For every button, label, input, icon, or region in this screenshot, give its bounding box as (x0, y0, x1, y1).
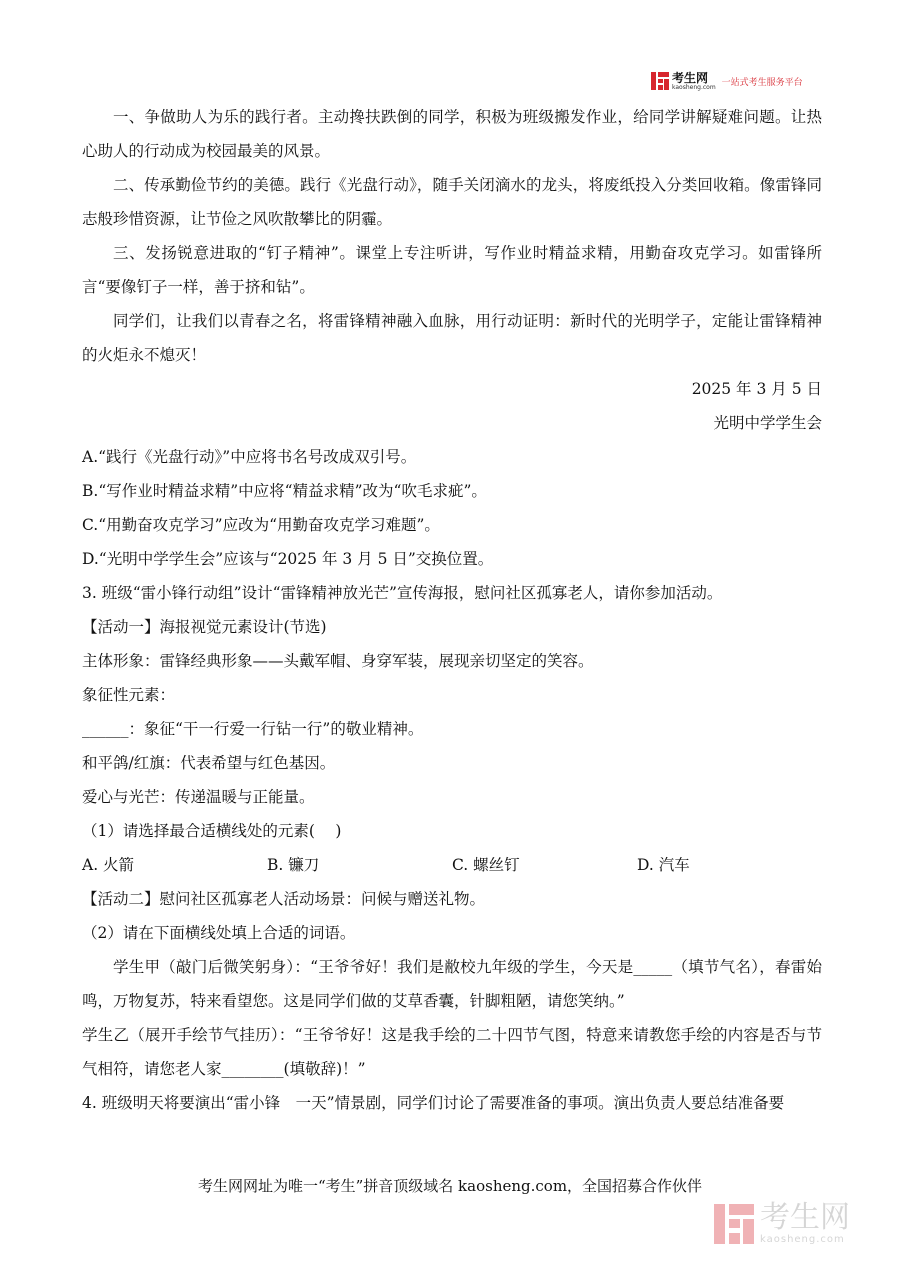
q3-sub2: （2）请在下面横线处填上合适的词语。 (82, 924, 356, 942)
student-a-text-1: 学生甲（敲门后微笑躬身）：“王爷爷好！我们是敝校九年级的学生，今天是 (113, 958, 634, 976)
q3-sub1-option-c: C. 螺丝钉 (452, 856, 520, 874)
q3-sub1: （1）请选择最合适横线处的元素( ) (82, 822, 342, 840)
symbol-1-text: ：象征“干一行爱一行钻一行”的敬业精神。 (128, 720, 424, 738)
logo-name-cn: 考生网 (672, 70, 709, 85)
letter-paragraph-4: 同学们，让我们以青春之名，将雷锋精神融入血脉，用行动证明：新时代的光明学子，定能让雷锋精神的火炬永不熄灭！ (82, 312, 822, 364)
main-image-desc: 主体形象：雷锋经典形象——头戴军帽、身穿军装，展现亲切坚定的笑容。 (82, 652, 594, 670)
watermark-cn: 考生网 (760, 1200, 850, 1235)
activity2-title: 【活动二】慰问社区孤寡老人活动场景：问候与赠送礼物。 (82, 890, 486, 908)
student-a-blank[interactable]: _____ (633, 958, 673, 976)
q3-stem: 3. 班级“雷小锋行动组”设计“雷锋精神放光芒”宣传海报，慰问社区孤寡老人，请你参加活动。 (82, 584, 723, 602)
watermark-logo-icon (714, 1204, 754, 1244)
watermark-en: kaosheng.com (760, 1234, 845, 1245)
letter-signer: 光明中学学生会 (713, 414, 822, 432)
symbol-1-blank[interactable]: ______ (82, 720, 129, 738)
header-logo (651, 70, 803, 92)
document-body (82, 100, 822, 1120)
header-slogan: 一站式考生服务平台 (721, 77, 803, 88)
q2-option-d: D.“光明中学学生会”应该与“2025 年 3 月 5 日”交换位置。 (82, 550, 494, 568)
q3-sub1-option-b: B. 镰刀 (267, 856, 320, 874)
symbolic-title: 象征性元素： (82, 686, 176, 704)
logo-domain: kaosheng.com (672, 83, 716, 91)
student-b-text-2: (填敬辞)！” (283, 1060, 366, 1078)
symbol-2: 和平鸽/红旗：代表希望与红色基因。 (82, 754, 336, 772)
letter-paragraph-2: 二、传承勤俭节约的美德。践行《光盘行动》，随手关闭滴水的龙头，将废纸投入分类回收箱。像雷锋同志般珍惜资源，让节俭之风吹散攀比的阴霾。 (82, 176, 822, 228)
letter-paragraph-1: 一、争做助人为乐的践行者。主动搀扶跌倒的同学，积极为班级搬发作业，给同学讲解疑难问题。让热心助人的行动成为校园最美的风景。 (82, 108, 822, 160)
q3-sub1-option-a: A. 火箭 (82, 856, 135, 874)
q2-option-a: A.“践行《光盘行动》”中应将书名号改成双引号。 (82, 448, 417, 466)
student-a-text-2: （填节气名），春雷始鸣，万物复苏，特来看望您。这是同学们做的艾草香囊，针脚粗陋，请您笑纳。” (82, 958, 822, 1010)
q2-option-c: C.“用勤奋攻克学习”应改为“用勤奋攻克学习难题”。 (82, 516, 440, 534)
kaosheng-logo-icon (651, 72, 669, 90)
watermark-text (760, 1200, 850, 1245)
logo-name (672, 72, 716, 91)
student-b-blank[interactable]: ________ (221, 1060, 284, 1078)
student-b-dialogue (82, 1018, 822, 1086)
activity1-title: 【活动一】海报视觉元素设计(节选) (82, 618, 327, 636)
letter-date: 2025 年 3 月 5 日 (691, 380, 822, 398)
q3-sub1-options (82, 848, 822, 882)
letter-paragraph-3: 三、发扬锐意进取的“钉子精神”。课堂上专注听讲，写作业时精益求精，用勤奋攻克学习。如雷锋所言“要像钉子一样，善于挤和钻”。 (82, 244, 822, 296)
page-footer: 考生网网址为唯一“考生”拼音顶级域名 kaosheng.com，全国招募合作伙伴 (197, 1177, 703, 1195)
symbol-3: 爱心与光芒：传递温暖与正能量。 (82, 788, 315, 806)
q4-stem: 4. 班级明天将要演出“雷小锋 一天”情景剧，同学们讨论了需要准备的事项。演出负责人要总结准备要 (82, 1094, 785, 1112)
symbol-1 (82, 712, 822, 746)
student-b-text-1: 学生乙（展开手绘节气挂历）：“王爷爷好！这是我手绘的二十四节气图，特意来请教您手绘的内容是否与节气相符，请您老人家 (82, 1026, 822, 1078)
student-a-dialogue (82, 950, 822, 1018)
q3-sub1-option-d: D. 汽车 (637, 856, 690, 874)
watermark (714, 1200, 850, 1245)
q2-option-b: B.“写作业时精益求精”中应将“精益求精”改为“吹毛求疵”。 (82, 482, 487, 500)
